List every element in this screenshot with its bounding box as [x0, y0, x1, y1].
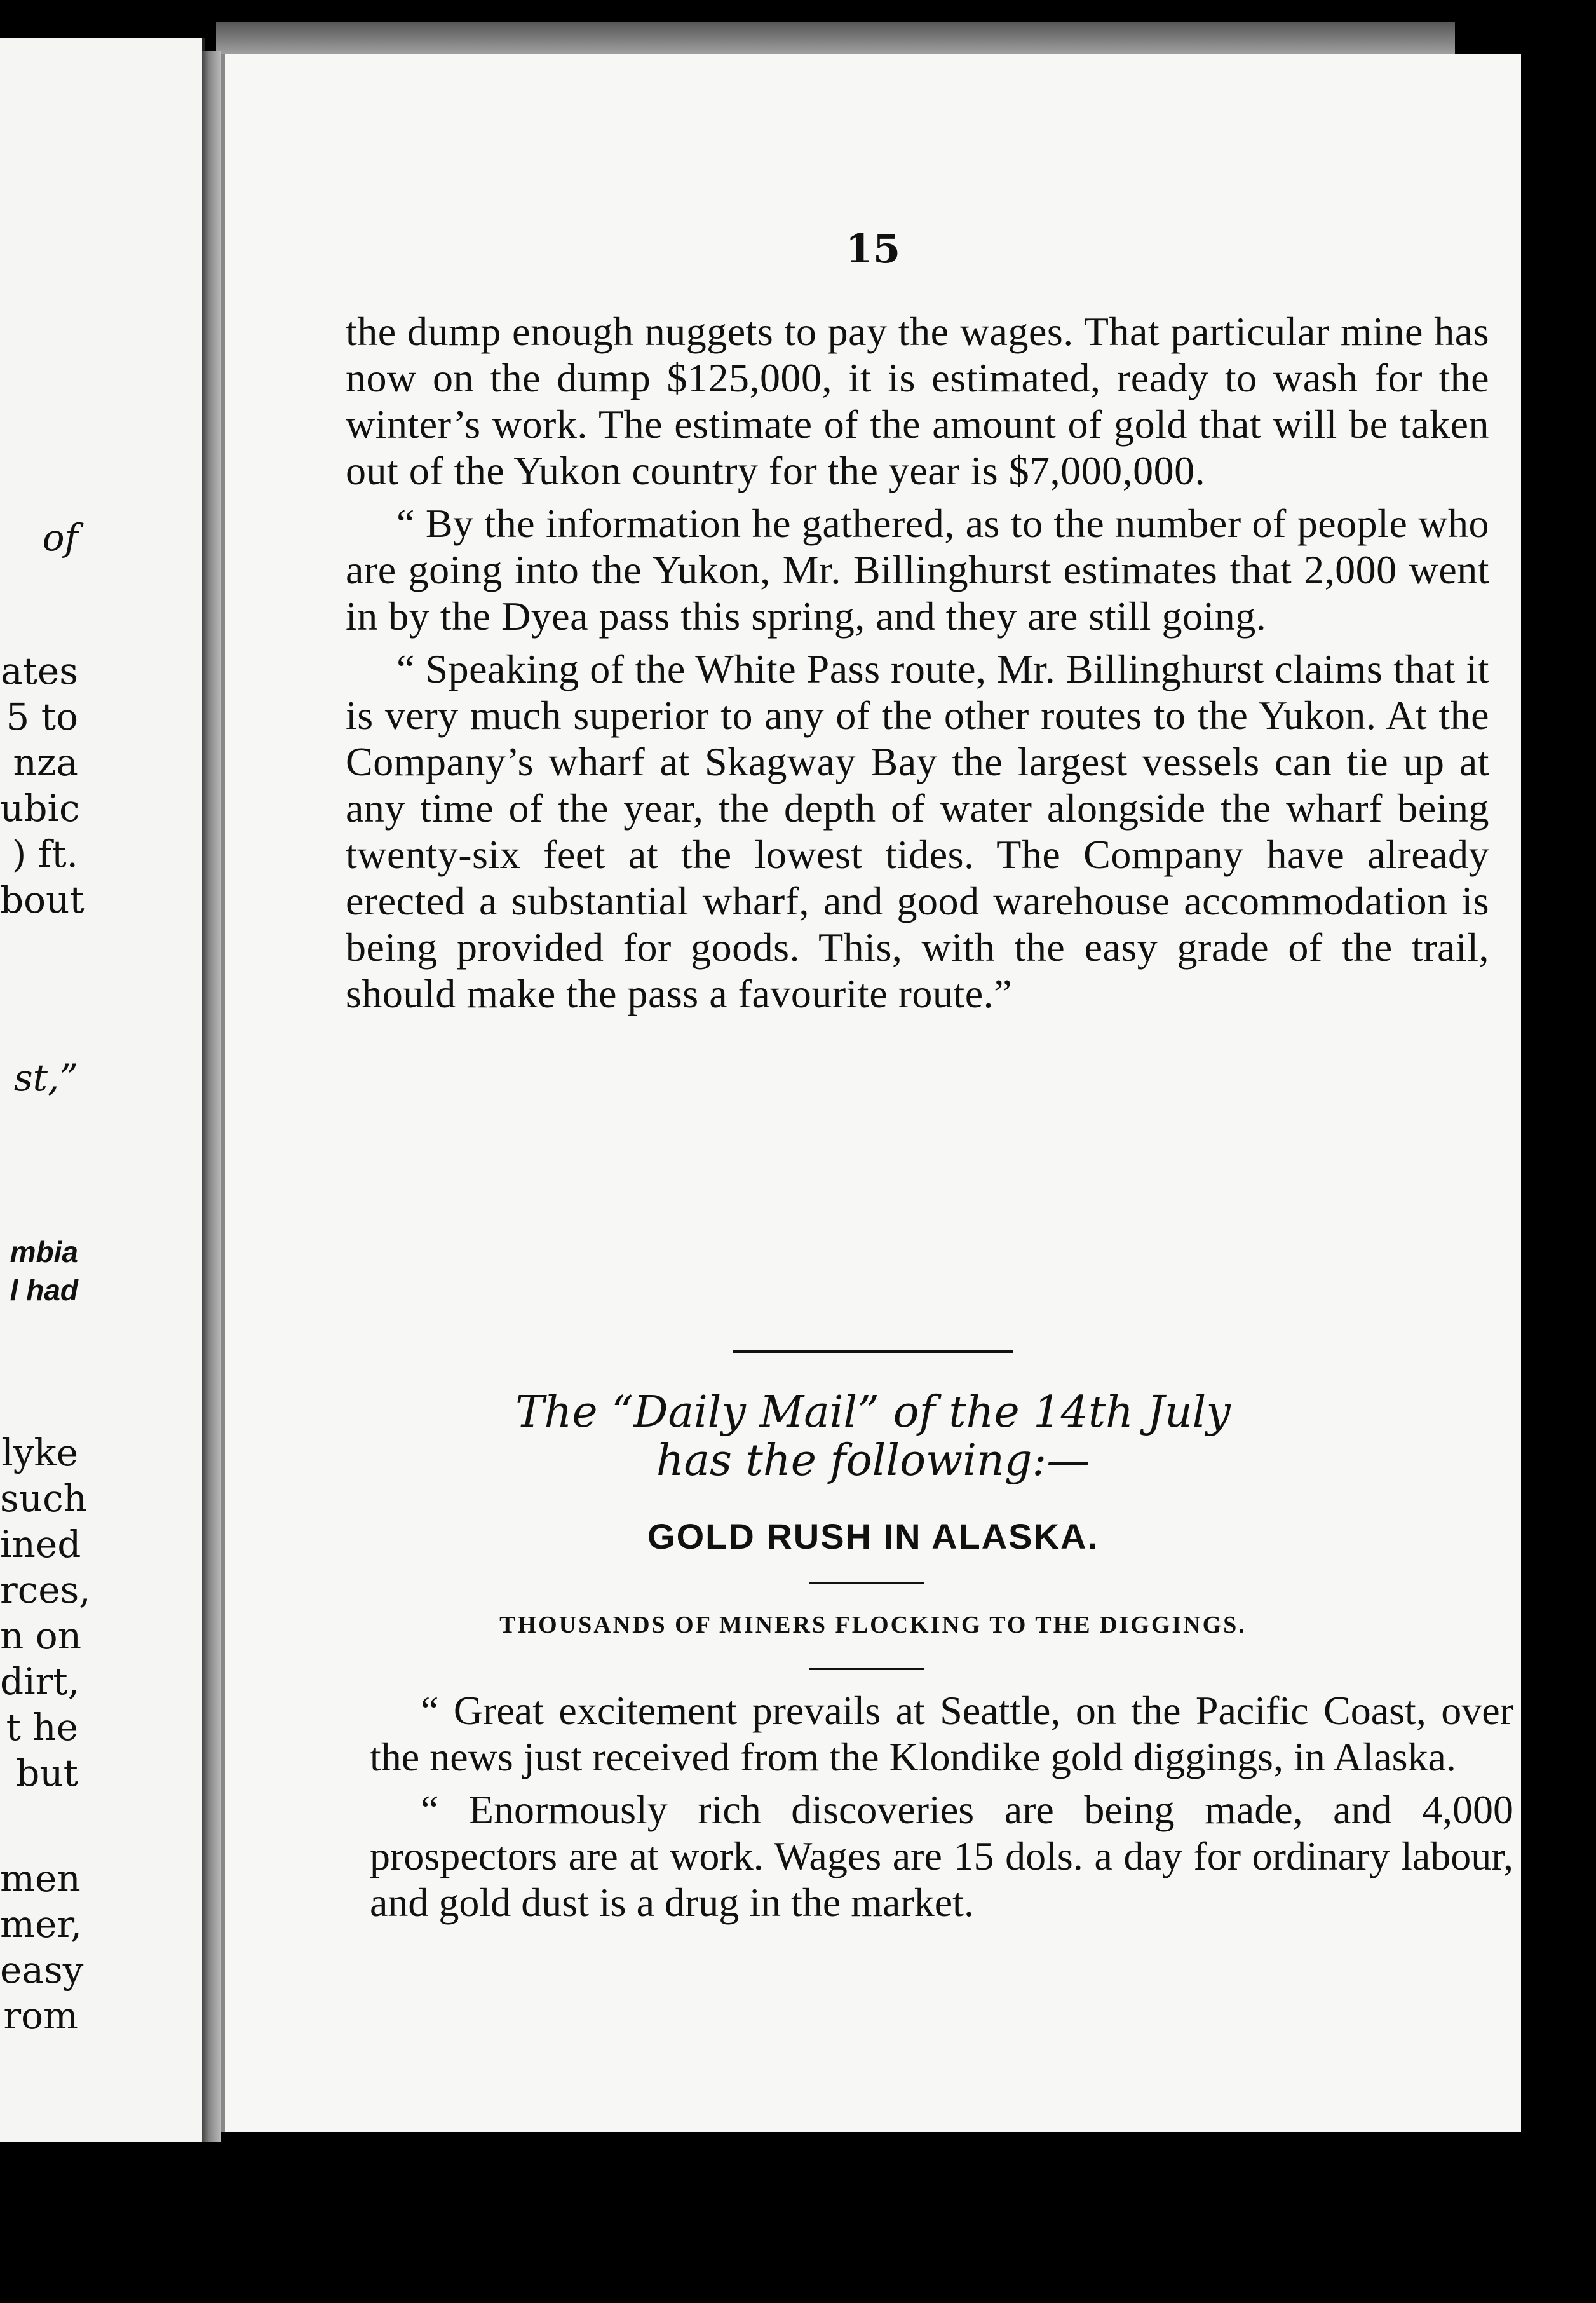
text-fragment: lyke: [1, 1431, 78, 1474]
book-spine: [202, 51, 221, 2142]
divider-rule: [809, 1668, 924, 1670]
text-fragment: ates: [1, 649, 78, 693]
text-fragment: nza: [13, 741, 78, 784]
paragraph: “ By the information he gathered, as to the number of people who are going into the Yukon, Mr. Billinghurst estimates that 2,000 went in by the Dyea pass this spring, and they are still going.: [346, 501, 1489, 639]
paragraph: “ Great excitement prevails at Seattle, on the Pacific Coast, over the news just received from the Klondike gold diggings, in Alaska.: [370, 1688, 1513, 1779]
text-fragment: rom: [3, 1994, 78, 2037]
text-fragment: n on: [0, 1614, 82, 1657]
text-fragment: ) ft.: [11, 832, 78, 876]
text-fragment: l had: [10, 1274, 78, 1307]
left-fragment-block: [0, 515, 202, 560]
text-fragment: ined: [0, 1523, 81, 1566]
left-fragment-block: [0, 1233, 202, 1309]
page-number: 15: [845, 226, 901, 272]
text-fragment: mbia: [10, 1235, 78, 1268]
body-text-upper: [346, 308, 1489, 1023]
text-fragment: but: [16, 1751, 78, 1795]
left-fragment-block: [0, 1055, 202, 1101]
left-page-edge: [0, 38, 205, 2142]
text-fragment: bout: [0, 878, 85, 921]
text-fragment: men: [0, 1857, 81, 1900]
article-subheadline: THOUSANDS OF MINERS FLOCKING TO THE DIGGINGS.: [499, 1612, 1247, 1638]
paragraph: “ Enormously rich discoveries are being made, and 4,000 prospectors are at work. Wages are 15 dols. a day for ordinary labour, and gold dust is a drug in the market.: [370, 1787, 1513, 1925]
left-fragment-block: [0, 1856, 202, 2039]
text-fragment: st,”: [13, 1056, 78, 1099]
divider-rule: [733, 1350, 1013, 1353]
text-fragment: ubic: [0, 787, 80, 830]
right-page: [221, 54, 1521, 2132]
text-fragment: such: [0, 1477, 87, 1520]
paragraph: the dump enough nuggets to pay the wages. That particular mine has now on the dump $125,000, it is estimated, ready to wash for the winter’s work. The estimate of the amount of gold that will be taken out of the Yukon country for the year is $7,000,000.: [346, 309, 1489, 493]
caption-line: has the following:—: [656, 1436, 1090, 1486]
newspaper-caption: [225, 1389, 1521, 1485]
article-headline: GOLD RUSH IN ALASKA.: [647, 1516, 1099, 1556]
text-fragment: rces,: [0, 1568, 91, 1612]
paragraph: “ Speaking of the White Pass route, Mr. Billinghurst claims that it is very much superior to any of the other routes to the Yukon. At the Company’s wharf at Skagway Bay the largest vessels can tie up at any time of the year, the depth of water alongside the wharf being twenty-six feet at the lowest tides. The Company have already erected a substantial wharf, and good warehouse accommodation is being provided for goods. This, with the easy grade of the trail, should make the pass a favourite route.”: [346, 646, 1489, 1016]
left-fragment-block: [0, 1430, 202, 1796]
text-fragment: easy: [0, 1948, 84, 1992]
left-fragment-block: [0, 648, 202, 923]
body-text-lower: [370, 1687, 1513, 1932]
text-fragment: 5 to: [6, 695, 78, 738]
text-fragment: of: [42, 516, 78, 559]
caption-line: The “Daily Mail” of the 14th July: [515, 1387, 1231, 1437]
divider-rule: [809, 1582, 924, 1584]
text-fragment: mer,: [0, 1903, 83, 1946]
text-fragment: dirt,: [0, 1660, 80, 1703]
text-fragment: t he: [6, 1706, 78, 1749]
